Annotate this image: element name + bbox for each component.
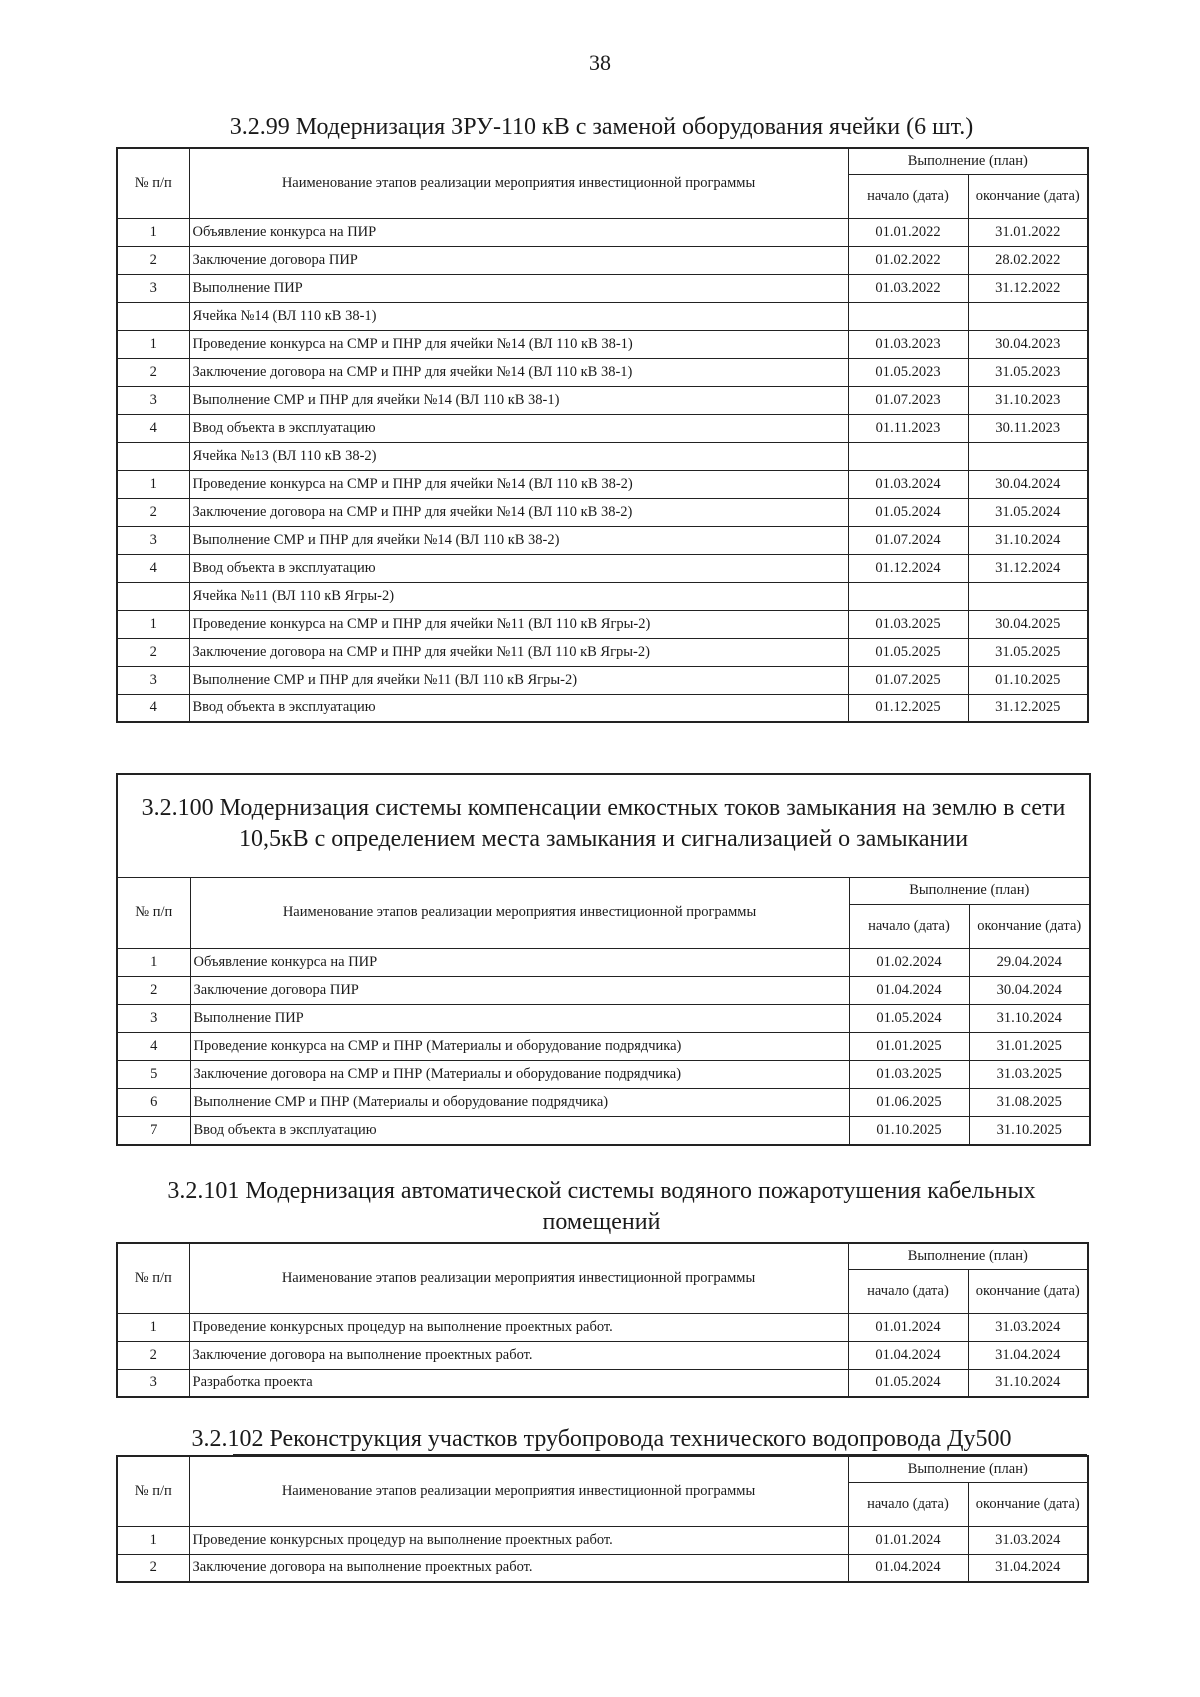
table-row [118,976,1089,1004]
table-row [117,1526,1088,1554]
table-row [117,470,1088,498]
row-start-date: 01.02.2022 [848,246,968,274]
row-start-date: 01.02.2024 [849,948,969,976]
table-row [117,386,1088,414]
page-number: 38 [589,50,611,75]
row-end-date: 31.10.2025 [969,1116,1089,1144]
row-start-date: 01.11.2023 [848,414,968,442]
header-start: начало (дата) [848,1482,968,1526]
table-row [117,526,1088,554]
section-3-2-99 [116,112,1087,723]
row-stage-name: Выполнение СМР и ПНР для ячейки №11 (ВЛ 110 кВ Ягры-2) [189,666,848,694]
row-number: 1 [118,948,190,976]
row-end-date: 31.04.2024 [968,1341,1088,1369]
row-number: 7 [118,1116,190,1144]
row-number: 2 [117,358,189,386]
section-3-2-100 [116,773,1091,1146]
row-start-date: 01.12.2024 [848,554,968,582]
row-start-date: 01.05.2025 [848,638,968,666]
row-number: 3 [118,1004,190,1032]
row-end-date: 31.04.2024 [968,1554,1088,1582]
row-end-date: 31.10.2024 [968,1369,1088,1397]
row-number: 2 [117,1341,189,1369]
row-stage-name: Выполнение ПИР [190,1004,849,1032]
row-end-date [968,442,1088,470]
table-row [118,1060,1089,1088]
row-number: 5 [118,1060,190,1088]
row-start-date: 01.04.2024 [848,1554,968,1582]
header-end: окончание (дата) [968,1269,1088,1313]
row-end-date: 31.12.2022 [968,274,1088,302]
row-start-date [848,302,968,330]
table-row [118,1004,1089,1032]
table-header-row [117,1456,1088,1482]
row-stage-name: Ввод объекта в эксплуатацию [189,694,848,722]
row-end-date [968,582,1088,610]
header-start: начало (дата) [849,904,969,948]
stages-table [116,147,1089,723]
row-end-date: 31.03.2024 [968,1526,1088,1554]
table-row [117,414,1088,442]
row-number: 2 [118,976,190,1004]
row-end-date: 01.10.2025 [968,666,1088,694]
row-start-date: 01.05.2024 [849,1004,969,1032]
row-end-date: 31.12.2025 [968,694,1088,722]
row-end-date: 31.12.2024 [968,554,1088,582]
row-end-date: 30.04.2025 [968,610,1088,638]
table-row [117,666,1088,694]
row-end-date: 31.08.2025 [969,1088,1089,1116]
row-end-date: 31.01.2025 [969,1032,1089,1060]
row-end-date: 29.04.2024 [969,948,1089,976]
header-exec: Выполнение (план) [849,878,1089,904]
row-stage-name: Проведение конкурсных процедур на выполнение проектных работ. [189,1313,848,1341]
row-number: 2 [117,498,189,526]
row-number: 1 [117,610,189,638]
section-title [116,1424,1087,1455]
table-row [117,498,1088,526]
row-start-date: 01.03.2025 [849,1060,969,1088]
row-start-date: 01.01.2025 [849,1032,969,1060]
row-number: 3 [117,666,189,694]
row-stage-name: Выполнение СМР и ПНР для ячейки №14 (ВЛ 110 кВ 38-2) [189,526,848,554]
row-start-date: 01.06.2025 [849,1088,969,1116]
row-stage-name: Ячейка №11 (ВЛ 110 кВ Ягры-2) [189,582,848,610]
table-row [117,694,1088,722]
table-row [117,442,1088,470]
row-start-date: 01.03.2023 [848,330,968,358]
row-number: 6 [118,1088,190,1116]
row-stage-name: Выполнение ПИР [189,274,848,302]
row-number: 3 [117,1369,189,1397]
table-row [117,554,1088,582]
table-row [118,1116,1089,1144]
row-end-date [968,302,1088,330]
row-stage-name: Заключение договора на СМР и ПНР для ячейки №14 (ВЛ 110 кВ 38-2) [189,498,848,526]
row-number: 1 [117,1526,189,1554]
section-3-2-101 [116,1176,1087,1398]
row-stage-name: Объявление конкурса на ПИР [189,218,848,246]
table-row [118,1088,1089,1116]
row-start-date: 01.05.2024 [848,1369,968,1397]
header-end: окончание (дата) [968,174,1088,218]
row-stage-name: Выполнение СМР и ПНР (Материалы и оборудование подрядчика) [190,1088,849,1116]
row-number: 4 [117,554,189,582]
header-exec: Выполнение (план) [848,1456,1088,1482]
row-start-date: 01.04.2024 [849,976,969,1004]
row-stage-name: Проведение конкурса на СМР и ПНР (Материалы и оборудование подрядчика) [190,1032,849,1060]
table-row [117,1313,1088,1341]
section-title-text: 3.2.102 Реконструкция участков трубопровода технического водопровода Ду500 [191,1426,1012,1452]
header-exec: Выполнение (план) [848,148,1088,174]
row-number: 2 [117,1554,189,1582]
row-number: 3 [117,526,189,554]
row-stage-name: Выполнение СМР и ПНР для ячейки №14 (ВЛ 110 кВ 38-1) [189,386,848,414]
row-number: 4 [117,694,189,722]
row-end-date: 31.05.2023 [968,358,1088,386]
row-end-date: 31.01.2022 [968,218,1088,246]
row-end-date: 31.10.2023 [968,386,1088,414]
row-start-date: 01.05.2023 [848,358,968,386]
row-start-date [848,442,968,470]
header-start: начало (дата) [848,174,968,218]
row-start-date: 01.03.2024 [848,470,968,498]
row-number: 3 [117,386,189,414]
table-header-row [117,1243,1088,1269]
row-start-date: 01.10.2025 [849,1116,969,1144]
row-end-date: 30.04.2024 [969,976,1089,1004]
row-stage-name: Проведение конкурса на СМР и ПНР для ячейки №11 (ВЛ 110 кВ Ягры-2) [189,610,848,638]
row-stage-name: Ввод объекта в эксплуатацию [189,554,848,582]
header-start: начало (дата) [848,1269,968,1313]
row-start-date: 01.03.2025 [848,610,968,638]
table-row [118,1032,1089,1060]
table-row [117,274,1088,302]
table-row [117,1369,1088,1397]
header-name: Наименование этапов реализации мероприятия инвестиционной программы [189,1243,848,1313]
table-row [117,302,1088,330]
row-end-date: 31.10.2024 [968,526,1088,554]
table-row [118,948,1089,976]
row-number: 1 [117,1313,189,1341]
row-stage-name: Объявление конкурса на ПИР [190,948,849,976]
row-stage-name: Ячейка №13 (ВЛ 110 кВ 38-2) [189,442,848,470]
row-stage-name: Заключение договора ПИР [189,246,848,274]
header-num: № п/п [117,1243,189,1313]
row-start-date: 01.04.2024 [848,1341,968,1369]
row-end-date: 31.03.2024 [968,1313,1088,1341]
row-stage-name: Заключение договора на СМР и ПНР для ячейки №14 (ВЛ 110 кВ 38-1) [189,358,848,386]
row-stage-name: Заключение договора ПИР [190,976,849,1004]
row-end-date: 31.05.2024 [968,498,1088,526]
row-stage-name: Проведение конкурсных процедур на выполнение проектных работ. [189,1526,848,1554]
row-number: 4 [117,414,189,442]
row-start-date: 01.07.2023 [848,386,968,414]
header-num: № п/п [117,148,189,218]
table-row [117,330,1088,358]
row-end-date: 28.02.2022 [968,246,1088,274]
row-number: 4 [118,1032,190,1060]
row-number: 1 [117,218,189,246]
section-title: 3.2.100 Модернизация системы компенсации емкостных токов замыкания на землю в сети 10,5кВ с определением места замыкания и сигнализацией о замыкании [118,775,1089,878]
header-end: окончание (дата) [968,1482,1088,1526]
table-row [117,1341,1088,1369]
table-row [117,246,1088,274]
row-start-date: 01.03.2022 [848,274,968,302]
table-row [117,218,1088,246]
row-number: 1 [117,470,189,498]
row-number [117,442,189,470]
row-start-date: 01.12.2025 [848,694,968,722]
section-title: 3.2.99 Модернизация ЗРУ-110 кВ с заменой оборудования ячейки (6 шт.) [229,114,974,140]
table-row [117,638,1088,666]
row-end-date: 31.10.2024 [969,1004,1089,1032]
row-stage-name: Заключение договора на выполнение проектных работ. [189,1341,848,1369]
row-end-date: 30.04.2024 [968,470,1088,498]
row-number: 2 [117,638,189,666]
header-name: Наименование этапов реализации мероприятия инвестиционной программы [189,1456,848,1526]
row-number: 2 [117,246,189,274]
row-end-date: 31.05.2025 [968,638,1088,666]
row-stage-name: Заключение договора на выполнение проектных работ. [189,1554,848,1582]
header-exec: Выполнение (план) [848,1243,1088,1269]
row-number [117,582,189,610]
table-row [117,1554,1088,1582]
row-end-date: 30.11.2023 [968,414,1088,442]
row-start-date: 01.07.2025 [848,666,968,694]
header-num: № п/п [118,878,190,948]
stages-table [118,878,1089,1144]
row-end-date: 30.04.2023 [968,330,1088,358]
row-stage-name: Ячейка №14 (ВЛ 110 кВ 38-1) [189,302,848,330]
row-number [117,302,189,330]
row-stage-name: Ввод объекта в эксплуатацию [189,414,848,442]
row-start-date: 01.05.2024 [848,498,968,526]
row-stage-name: Заключение договора на СМР и ПНР для ячейки №11 (ВЛ 110 кВ Ягры-2) [189,638,848,666]
row-start-date: 01.01.2022 [848,218,968,246]
section-title: 3.2.101 Модернизация автоматической системы водяного пожаротушения кабельных помещений [167,1178,1036,1235]
row-stage-name: Проведение конкурса на СМР и ПНР для ячейки №14 (ВЛ 110 кВ 38-1) [189,330,848,358]
stages-table [116,1455,1089,1583]
row-start-date: 01.01.2024 [848,1526,968,1554]
title-underline [233,1454,1087,1455]
row-stage-name: Проведение конкурса на СМР и ПНР для ячейки №14 (ВЛ 110 кВ 38-2) [189,470,848,498]
row-number: 1 [117,330,189,358]
section-3-2-102 [116,1424,1087,1583]
row-stage-name: Ввод объекта в эксплуатацию [190,1116,849,1144]
header-end: окончание (дата) [969,904,1089,948]
table-row [117,610,1088,638]
stages-table [116,1242,1089,1398]
row-stage-name: Заключение договора на СМР и ПНР (Материалы и оборудование подрядчика) [190,1060,849,1088]
table-header-row [117,148,1088,174]
table-row [117,582,1088,610]
row-start-date: 01.01.2024 [848,1313,968,1341]
row-stage-name: Разработка проекта [189,1369,848,1397]
row-number: 3 [117,274,189,302]
header-num: № п/п [117,1456,189,1526]
row-start-date: 01.07.2024 [848,526,968,554]
row-start-date [848,582,968,610]
header-name: Наименование этапов реализации мероприятия инвестиционной программы [189,148,848,218]
row-end-date: 31.03.2025 [969,1060,1089,1088]
table-row [117,358,1088,386]
table-header-row [118,878,1089,904]
header-name: Наименование этапов реализации мероприятия инвестиционной программы [190,878,849,948]
